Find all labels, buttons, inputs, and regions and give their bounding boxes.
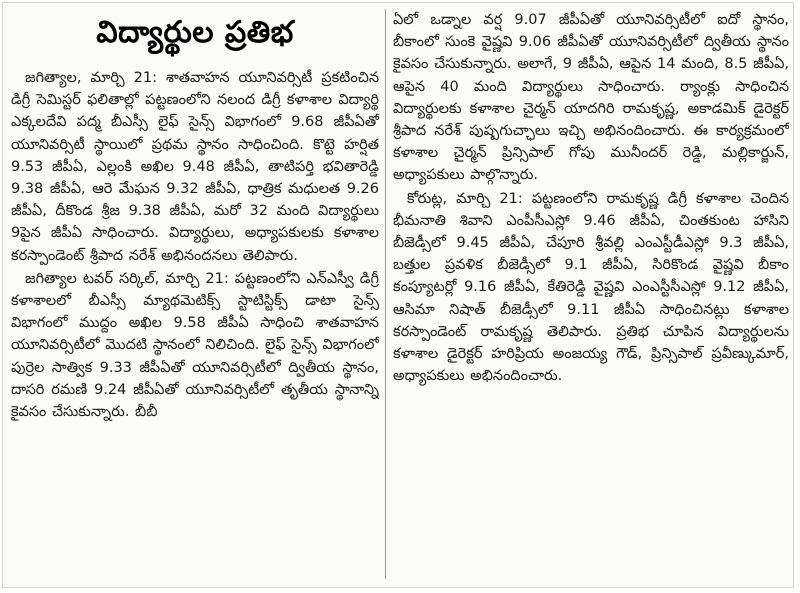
- article-paragraph-korutla: కోరుట్ల, మార్చి 21: పట్టణంలోని రామకృష్ణ డిగ్రీ కళాశాల చెందిన భీమనాతి శివాని ఎంపీసీఎస్లో 9.46 జీపీఏ, చింతకుంట హాసిని బీజెడ్సీలో 9.45 జీపీఏ, చేపూరి శ్రీవల్లి ఎంఎస్టీడీఎస్లో 9.3 జీపీఏ, బత్తుల ప్రవళిక బీజెడ్సీలో 9.1 జీపీఏ, సిరికొండ వైష్ణవి బీకాం కంప్యూటర్లో 9.16 జీపీఏ, కేతిరెడ్డి వైష్ణవి ఎంఎస్టీసీఎస్లో 9.12 జీపీఏ, ఆసిమా నిషాత్ బీజెడ్సీలో 9.11 జీపీఏ సాధించినట్లు కళాశాల కరస్పాండెంట్ రామకృష్ణ తెలిపారు. ప్రతిభ చూపిన విద్యార్థులను కళాశాల డైరెక్టర్ హరిప్రియ అంజయ్య గౌడ్, ప్రిన్సిపాల్ ప్రవీణ్కుమార్, అధ్యాపకులు అభినందించారు.: [393, 190, 789, 385]
- article-paragraph-tower-circle: జగిత్యాల టవర్ సర్కిల్, మార్చి 21: పట్టణంలోని ఎన్ఎస్వీ డిగ్రీ కళాశాలలో బీఎస్సీ మ్యాథమెటిక్స్ స్టాటిస్టిక్స్ డాటా సైన్స్ విభాగంలో ముద్దం అఖిల 9.58 జీపీఏ సాధించి శాతవాహన యూనివర్సిటీలో మొదటి స్థానంలో నిలిచింది. లైఫ్ సైన్స్ విభాగంలో పుర్రెల సాత్విక 9.33 జీపీఏతో యూనివర్సిటీలో ద్వితీయ స్థానం, దాసరి రమణి 9.24 జీపీఏతో యూనివర్సిటీలో తృతీయ స్థానాన్ని కైవసం చేసుకున్నారు. బీబీ: [11, 270, 379, 421]
- article-paragraph-continued: ఏలో ఒడ్నాల వర్ష 9.07 జీపీఏతో యూనివర్సిటీలో ఐదో స్థానం, బీకాంలో సుంకె వైష్ణవి 9.06 జీపీఏతో యూనివర్సిటీలో ద్వితీయ స్థానం కైవసం చేసుకున్నారు. అలాగే, 9 జీపీఏ, ఆపైన 14 మంది, 8.5 జీపీఏ, ఆపైన 40 మంది విద్యార్థులు సాధించారు. ర్యాంక్లు సాధించిన విద్యార్థులకు కళాశాల చైర్మన్ యాదగిరి రామకృష్ణ, అకాడమిక్ డైరెక్టర్ శ్రీపాద నరేశ్ పుష్పగుచ్ఛాలు ఇచ్చి అభినందించారు. ఈ కార్యక్రమంలో కళాశాల చైర్మన్ ప్రిన్సిపాల్ గోపు మునీందర్ రెడ్డి, మల్లికార్జున్, అధ్యాపకులు పాల్గొన్నారు.: [393, 12, 789, 184]
- article-paragraph-jagtial: జగిత్యాల, మార్చి 21: శాతవాహన యూనివర్సిటీ ప్రకటించిన డిగ్రీ సెమిస్టర్ ఫలితాల్లో పట్టణంలోని నలంద డిగ్రీ కళాశాల విద్యార్థి ఎక్కలదేవి పద్మ బీఎస్సీ లైఫ్ సైన్స్ విభాగంలో 9.68 జీపీఏతో యూనివర్సిటీ స్థాయిలో ప్రథమ స్థానం సాధించింది. కొట్టె హర్షిత 9.53 జీపీఏ, ఎల్లంకి అఖిల 9.48 జీపీఏ, తాటిపర్తి భవితారెడ్డి 9.38 జీపీఏ, ఆరె మేఘన 9.32 జీపీఏ, ధాత్రిక మధులత 9.26 జీపీఏ, దీకొండ శ్రీజ 9.38 జీపీఏ, మరో 32 మంది విద్యార్థులు 9పైన జీపీఏ సాధించారు. విద్యార్థులు, అధ్యాపకులకు కళాశాల కరస్పాండెంట్ శ్రీపాద నరేశ్ అభినందనలు తెలిపారు.: [11, 70, 379, 264]
- right-column: [393, 9, 789, 579]
- newspaper-clipping: [2, 2, 794, 588]
- headline: విద్యార్థుల ప్రతిభ: [96, 15, 294, 50]
- column-divider: [385, 9, 386, 579]
- left-column: [11, 9, 379, 579]
